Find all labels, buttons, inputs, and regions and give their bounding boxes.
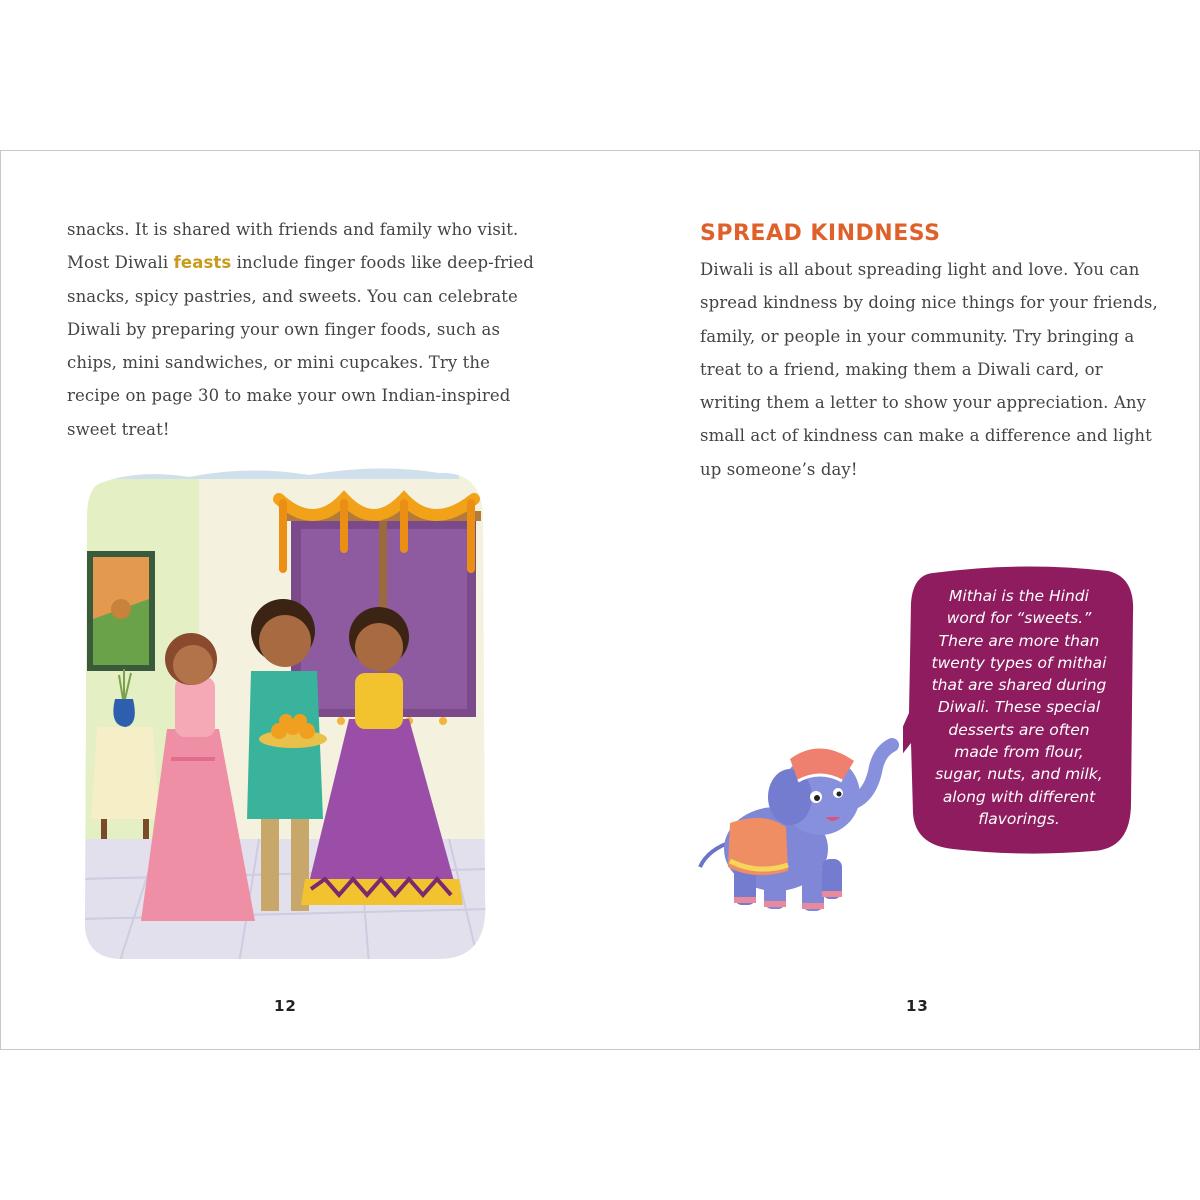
text-line: small act of kindness can make a difference and light <box>700 426 1152 446</box>
fact-line: Mithai is the Hindi <box>949 587 1089 605</box>
children-with-sweets-illustration <box>79 459 489 964</box>
fact-line: desserts are often <box>948 720 1090 739</box>
left-page <box>1 151 600 1049</box>
text-line: up someone’s day! <box>700 459 858 479</box>
fact-line: twenty types of mithai <box>931 653 1107 672</box>
text-line: treat to a friend, making them a Diwali card, or <box>700 359 1103 379</box>
page-number: 12 <box>274 997 297 1015</box>
text-line: recipe on page 30 to make your own Indian-inspired <box>67 386 511 406</box>
book-spread <box>0 150 1200 1050</box>
text-line: Diwali is all about spreading light and love. You can <box>700 260 1140 279</box>
elephant-icon <box>694 731 904 921</box>
right-paragraph <box>700 253 1158 486</box>
fact-line: There are more than <box>938 631 1100 650</box>
text-line: snacks. It is shared with friends and family who visit. <box>67 220 519 239</box>
sidebar-fact <box>906 585 1132 830</box>
text-line: Diwali by preparing your own finger foods, such as <box>67 319 501 339</box>
glossary-word-feasts[interactable]: feasts <box>173 253 232 273</box>
fact-line: sugar, nuts, and milk, <box>935 765 1103 784</box>
fact-line: made from flour, <box>954 743 1084 762</box>
text-line: writing them a letter to show your appreciation. Any <box>700 393 1147 413</box>
text-line: spread kindness by doing nice things for your friends, <box>700 293 1158 313</box>
fact-line: Diwali. These special <box>937 698 1101 717</box>
text-line: snacks, spicy pastries, and sweets. You can celebrate <box>67 286 518 306</box>
text-span: Most Diwali <box>67 253 174 273</box>
text-line: family, or people in your community. Try bringing a <box>700 326 1135 346</box>
section-heading: SPREAD KINDNESS <box>700 221 941 246</box>
left-paragraph <box>67 213 534 446</box>
text-line: chips, mini sandwiches, or mini cupcakes. Try the <box>67 353 490 373</box>
text-span: include finger foods like deep-fried <box>231 253 534 273</box>
text-line: sweet treat! <box>67 419 170 439</box>
right-page <box>600 151 1199 1049</box>
fact-line: word for “sweets.” <box>946 609 1092 628</box>
fact-line: that are shared during <box>931 676 1107 695</box>
fact-line: along with different <box>942 787 1096 806</box>
text-line <box>67 246 534 279</box>
page-number: 13 <box>906 997 929 1015</box>
fact-line: flavorings. <box>978 809 1060 828</box>
